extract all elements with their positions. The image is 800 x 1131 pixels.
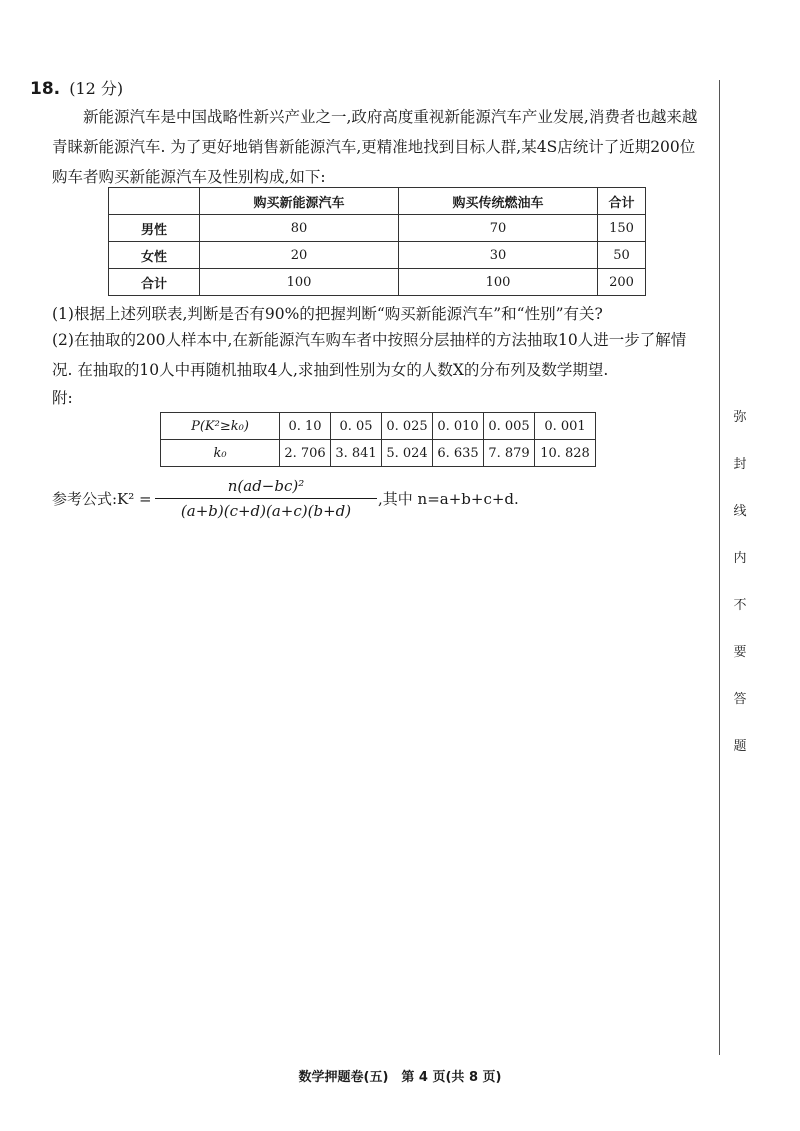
seal-char: 内	[733, 551, 747, 566]
binding-line	[719, 80, 720, 1055]
table-cell: 50	[598, 242, 646, 269]
seal-char: 答	[733, 692, 747, 707]
formula-prefix: 参考公式:K² =	[52, 490, 152, 508]
table-cell: 0. 025	[382, 413, 433, 440]
table-cell: 合计	[109, 269, 200, 296]
appendix-label: 附:	[52, 389, 73, 407]
table-header-cell	[109, 188, 200, 215]
table-cell: 20	[200, 242, 399, 269]
table-cell: 0. 010	[433, 413, 484, 440]
seal-line-notice	[730, 408, 750, 784]
table-cell: 0. 001	[535, 413, 596, 440]
seal-char: 封	[733, 457, 747, 472]
seal-char: 线	[733, 504, 747, 519]
question-intro: 新能源汽车是中国战略性新兴产业之一,政府高度重视新能源汽车产业发展,消费者也越来越青睐新能源汽车. 为了更好地销售新能源汽车,更精准地找到目标人群,某4S店统计了近期200位购车者购买新能源汽车及性别构成,如下:	[52, 108, 698, 186]
question-number: 18.	[30, 79, 61, 99]
seal-char: 题	[733, 739, 747, 754]
table-cell: 2. 706	[280, 440, 331, 467]
table-header-row	[109, 188, 646, 215]
seal-char: 不	[733, 598, 747, 613]
table-cell: 0. 10	[280, 413, 331, 440]
table-cell: 0. 005	[484, 413, 535, 440]
fraction-bar	[155, 498, 377, 499]
table-cell: 80	[200, 215, 399, 242]
formula-suffix: ,其中 n=a+b+c+d.	[378, 490, 519, 508]
table-cell: 3. 841	[331, 440, 382, 467]
table-cell: 6. 635	[433, 440, 484, 467]
seal-char: 要	[733, 645, 747, 660]
table-cell: 7. 879	[484, 440, 535, 467]
table-cell: P(K²≥k₀)	[161, 413, 280, 440]
formula-denominator: (a+b)(c+d)(a+c)(b+d)	[180, 502, 352, 520]
table-row	[109, 242, 646, 269]
table-cell: 0. 05	[331, 413, 382, 440]
contingency-table	[108, 187, 646, 296]
question-part-1: (1)根据上述列联表,判断是否有90%的把握判断“购买新能源汽车”和“性别”有关?	[52, 305, 603, 323]
table-cell: 100	[200, 269, 399, 296]
table-row	[109, 269, 646, 296]
table-header-cell: 购买传统燃油车	[399, 188, 598, 215]
table-cell: 200	[598, 269, 646, 296]
question-part-2: (2)在抽取的200人样本中,在新能源汽车购车者中按照分层抽样的方法抽取10人进一步了解情况. 在抽取的10人中再随机抽取4人,求抽到性别为女的人数X的分布列及数学期望.	[52, 331, 687, 379]
table-cell: 150	[598, 215, 646, 242]
table-cell: k₀	[161, 440, 280, 467]
page-footer: 数学押题卷(五) 第 4 页(共 8 页)	[298, 1070, 502, 1085]
table-header-cell: 购买新能源汽车	[200, 188, 399, 215]
table-row	[109, 215, 646, 242]
table-cell: 30	[399, 242, 598, 269]
table-row	[161, 413, 596, 440]
formula-fraction	[155, 476, 377, 521]
table-cell: 男性	[109, 215, 200, 242]
question-header	[30, 76, 123, 99]
seal-char: 弥	[733, 410, 747, 425]
table-row	[161, 440, 596, 467]
table-cell: 女性	[109, 242, 200, 269]
table-cell: 100	[399, 269, 598, 296]
table-header-cell: 合计	[598, 188, 646, 215]
table-cell: 70	[399, 215, 598, 242]
table-cell: 5. 024	[382, 440, 433, 467]
formula-numerator: n(ad−bc)²	[227, 477, 305, 495]
critical-value-table	[160, 412, 596, 467]
table-cell: 10. 828	[535, 440, 596, 467]
question-score: (12 分)	[69, 79, 124, 98]
